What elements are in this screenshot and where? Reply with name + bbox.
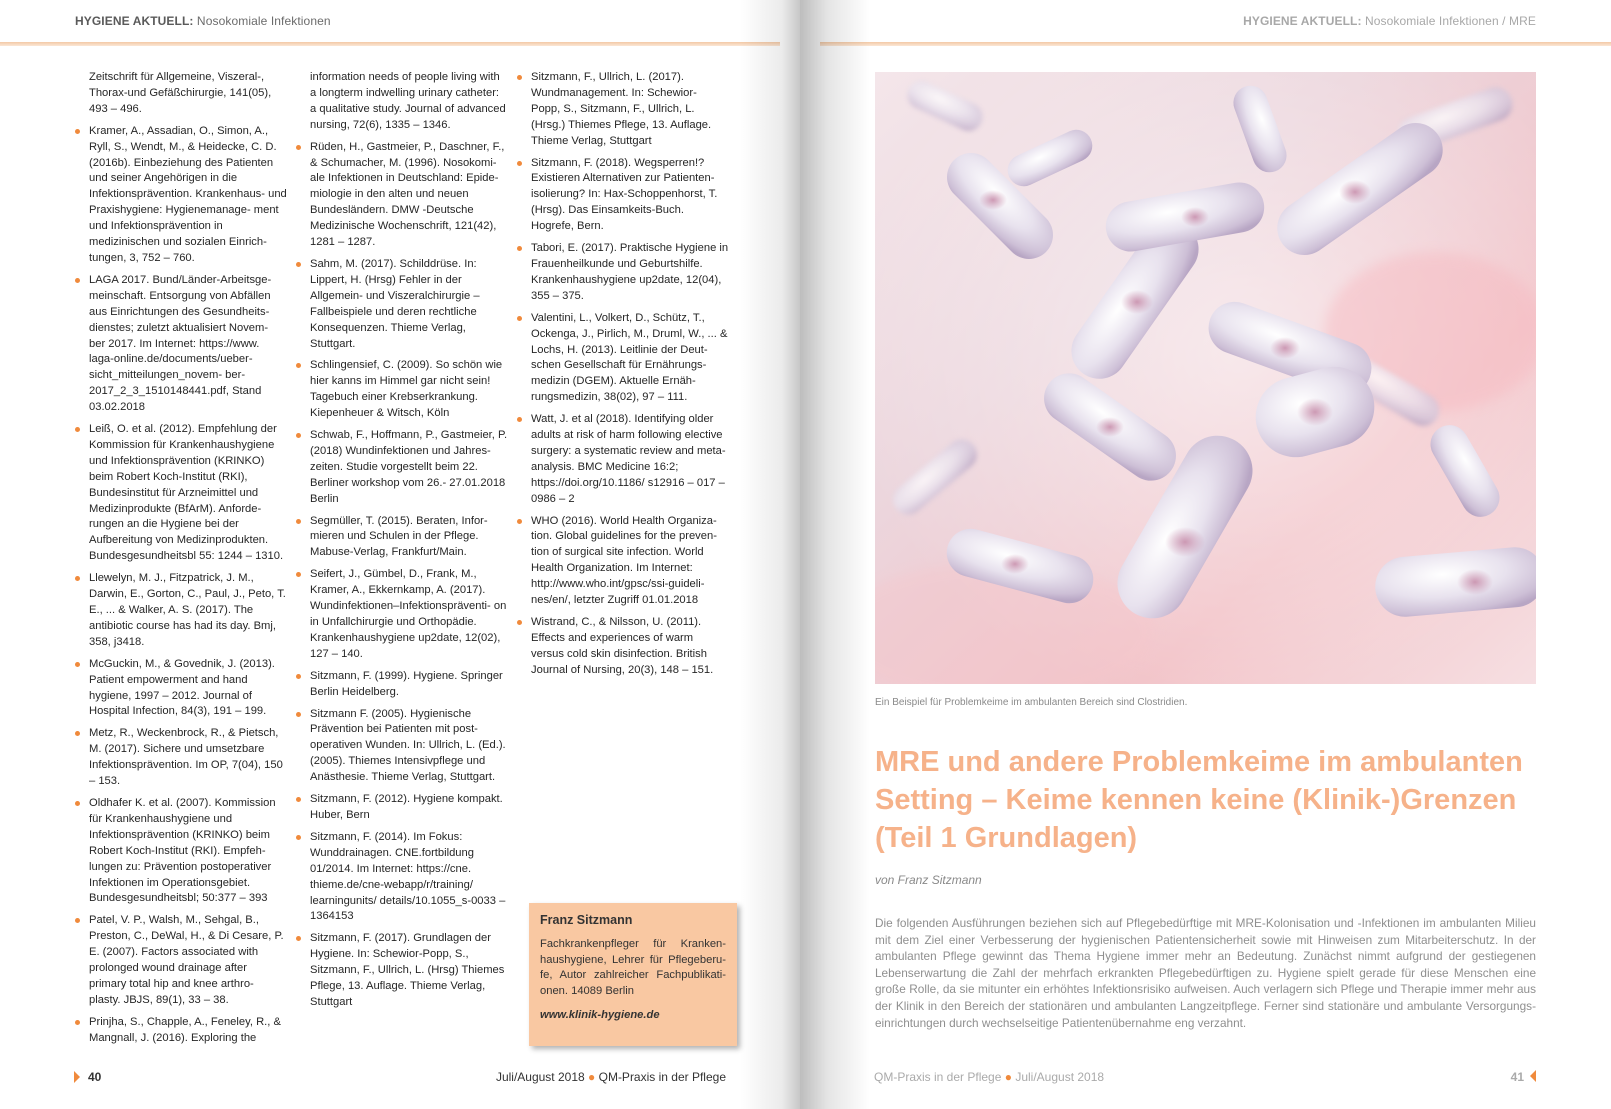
reference-item: Sitzmann F. (2005). Hygienische Prävention bei Patienten mit post- operativen Wunden. In: Ullrich, L. (Ed.). (2005). Thiemes Intensivpflege und Anästhesie. Thieme Verlag, Stuttgart. bbox=[296, 707, 508, 787]
bacteria-photo bbox=[875, 72, 1536, 684]
running-head-left: HYGIENE AKTUELL: Nosokomiale Infektionen bbox=[75, 14, 331, 28]
footer-right: QM-Praxis in der Pflege ● Juli/August 2018 bbox=[874, 1070, 1105, 1084]
reference-item: Rüden, H., Gastmeier, P., Daschner, F., & Schumacher, M. (1996). Nosokomi- ale Infektionen in Deutschland: Epide- miologie in den alten und neuen Bundesländern. DMW -Deutsche Medizinische Wochenschrift, 121(42), 1281 – 1287. bbox=[296, 140, 508, 251]
reference-item: Prinjha, S., Chapple, A., Feneley, R., & Mangnall, J. (2016). Exploring the bbox=[75, 1015, 287, 1047]
reference-item: Sitzmann, F., Ullrich, L. (2017). Wundmanagement. In: Schewior- Popp, S., Sitzmann, F., Ullrich, L. (Hrsg.) Thiemes Pflege, 13. Auflage. Thieme Verlag, Stuttgart bbox=[517, 70, 729, 150]
page-number-right: 41 bbox=[1511, 1070, 1536, 1084]
reference-item: Leiß, O. et al. (2012). Empfehlung der Kommission für Krankenhaushygiene und Infektionsprävention (KRINKO) beim Robert Koch-Institut (RKI), Bundesinstitut für Arzneimittel und Medizinprodukte (BfArM). Anforde- rungen an die Hygiene bei der Aufbereitung von Medizinprodukten. Bundesgesundheitsbl 55: 1244 – 1310. bbox=[75, 422, 287, 565]
article-byline: von Franz Sitzmann bbox=[875, 873, 982, 887]
spine-shadow bbox=[740, 0, 800, 1109]
reference-item: Sitzmann, F. (1999). Hygiene. Springer Berlin Heidelberg. bbox=[296, 669, 508, 701]
reference-item: Sitzmann, F. (2018). Wegsperren!? Existieren Alternativen zur Patienten- isolierung? In: Hax-Schoppenhorst, T. (Hrsg). Das Einsamkeits-Buch. Hogrefe, Bern. bbox=[517, 156, 729, 236]
reference-item: Sitzmann, F. (2017). Grundlagen der Hygiene. In: Schewior-Popp, S., Sitzmann, F., Ullrich, L. (Hrsg) Thiemes Pflege, 13. Auflage. Thieme Verlag, Stuttgart bbox=[296, 931, 508, 1011]
spine-shadow bbox=[800, 0, 870, 1109]
references-column-2 bbox=[296, 70, 508, 1017]
author-name: Franz Sitzmann bbox=[540, 913, 633, 927]
left-page bbox=[0, 0, 800, 1109]
reference-item: Kramer, A., Assadian, O., Simon, A., Ryll, S., Wendt, M., & Heidecke, C. D. (2016b). Einbeziehung des Patienten und seiner Angehörigen in die Infektionsprävention. Krankenhaus- und Praxishygiene: Hygienemanage- ment und Infektionsprävention in medizinischen und sozialen Einrich- tungen, 3, 752 – 760. bbox=[75, 124, 287, 267]
reference-item: Schwab, F., Hoffmann, P., Gastmeier, P. (2018) Wundinfektionen und Jahres- zeiten. Studie vorgestellt beim 22. Berliner workshop vom 26.- 27.01.2018 Berlin bbox=[296, 428, 508, 508]
reference-item: Schlingensief, C. (2009). So schön wie hier kanns im Himmel gar nicht sein! Tagebuch einer Krebserkrankung. Kiepenheuer & Witsch, Köln bbox=[296, 358, 508, 422]
references-column-3 bbox=[517, 70, 729, 685]
reference-item: Oldhafer K. et al. (2007). Kommission für Krankenhaushygiene und Infektionsprävention (KRINKO) beim Robert Koch-Institut (RKI). Empfeh- lungen zu: Prävention postoperativer Infektionen im Operationsgebiet. Bundesgesundheitsbl; 50:377 – 393 bbox=[75, 796, 287, 907]
running-head-right: HYGIENE AKTUELL: Nosokomiale Infektionen / MRE bbox=[1243, 14, 1536, 28]
reference-item: Llewelyn, M. J., Fitzpatrick, J. M., Darwin, E., Gorton, C., Paul, J., Peto, T. E., ... & Walker, A. S. (2017). The antibiotic course has had its day. Bmj, 358, j3418. bbox=[75, 571, 287, 651]
reference-item: Seifert, J., Gümbel, D., Frank, M., Kramer, A., Ekkernkamp, A. (2017). Wundinfektionen–Infektionspräventi- on in Unfallchirurgie und Orthopädie. Krankenhaushygiene up2date, 12(02), 127 – 140. bbox=[296, 567, 508, 662]
header-rule bbox=[0, 42, 780, 46]
page-number-left: 40 bbox=[76, 1070, 101, 1084]
reference-item: Patel, V. P., Walsh, M., Sehgal, B., Preston, C., DeWal, H., & Di Cesare, P. E. (2007). Factors associated with prolonged wound drainage after primary total hip and knee arthro- plasty. JBJS, 89(1), 33 – 38. bbox=[75, 913, 287, 1008]
reference-item: Metz, R., Weckenbrock, R., & Pietsch, M. (2017). Sichere und umsetzbare Infektionsprävention. Im OP, 7(04), 150 – 153. bbox=[75, 726, 287, 790]
article-lead: Die folgenden Ausführungen beziehen sich auf Pflegebedürftige mit MRE-Kolonisation und -Infektionen im ambulanten Milieu mit dem Ziel einer Verbesserung der hygienischen Patientensicherheit sowie mit Hinweisen zum Mitarbeiterschutz. In der ambulanten Pflege gewinnt das Thema Hygiene immer mehr an Bedeutung. Zunächst nimmt aufgrund der gestiegenen Lebenserwartung die Zahl der mehrfach erkrankten Pflegebedürftigen zu. Hygiene spielt gerade für diese Menschen eine große Rolle, da sie mitunter ein erhöhtes Infektionsrisiko aufweisen. Auch verlagern sich Pflege und Therapie immer mehr aus der Klinik in den Bereich der stationären und ambulanten Langzeitpflege. Ferner sind stationäre und ambulante Versorgungs- einrichtungen durch wechselseitige Patientenübernahme eng verzahnt. bbox=[875, 916, 1536, 1030]
author-description: Fachkrankenpfleger für Kranken- haushygiene, Lehrer für Pflegeberu- fe, Autor zahlreicher Fachpublikati- onen. 14089 Berlin bbox=[540, 938, 726, 997]
author-box bbox=[529, 903, 737, 1046]
reference-item: McGuckin, M., & Govednik, J. (2013). Patient empowerment and hand hygiene, 1997 – 2012. Journal of Hospital Infection, 84(3), 191 – 199. bbox=[75, 657, 287, 721]
header-rule bbox=[820, 42, 1611, 46]
reference-item: Sitzmann, F. (2012). Hygiene kompakt. Huber, Bern bbox=[296, 792, 508, 824]
right-page bbox=[800, 0, 1611, 1109]
reference-item: Watt, J. et al (2018). Identifying older adults at risk of harm following elective surgery: a systematic review and meta-analysis. BMC Medicine 16:2; https://doi.org/10.1186/ s12916 – 017 – 0986 – 2 bbox=[517, 412, 729, 507]
reference-item: Sahm, M. (2017). Schilddrüse. In: Lippert, H. (Hrsg) Fehler in der Allgemein- und Viszeralchirurgie – Fallbeispiele und deren rechtliche Konsequenzen. Thieme Verlag, Stuttgart. bbox=[296, 257, 508, 352]
footer-left: Juli/August 2018 ● QM-Praxis in der Pflege bbox=[495, 1070, 726, 1084]
reference-item: Tabori, E. (2017). Praktische Hygiene in Frauenheilkunde und Geburtshilfe. Krankenhaushygiene up2date, 12(04), 355 – 375. bbox=[517, 241, 729, 305]
author-website-link[interactable]: www.klinik-hygiene.de bbox=[540, 1009, 660, 1022]
references-column-1 bbox=[75, 70, 287, 1053]
reference-item: WHO (2016). World Health Organiza- tion. Global guidelines for the preven- tion of surgical site infection. World Health Organization. Im Internet: http://www.who.int/gpsc/ssi-guideli- nes/en/, letzter Zugriff 01.01.2018 bbox=[517, 514, 729, 609]
photo-caption: Ein Beispiel für Problemkeime im ambulanten Bereich sind Clostridien. bbox=[875, 697, 1188, 708]
reference-item: Sitzmann, F. (2014). Im Fokus: Wunddrainagen. CNE.fortbildung 01/2014. Im Internet: https://cne. thieme.de/cne-webapp/r/training/ learningunits/ details/10.1055_s-0033 – 1364153 bbox=[296, 830, 508, 925]
reference-item: information needs of people living with a longterm indwelling urinary catheter: a qualitative study. Journal of advanced nursing, 72(6), 1335 – 1346. bbox=[310, 71, 506, 131]
reference-item: Zeitschrift für Allgemeine, Viszeral-, Thorax-und Gefäßchirurgie, 141(05), 493 – 496. bbox=[89, 71, 272, 115]
reference-item: Wistrand, C., & Nilsson, U. (2011). Effects and experiences of warm versus cold skin disinfection. British Journal of Nursing, 20(3), 148 – 151. bbox=[517, 615, 729, 679]
reference-item: Segmüller, T. (2015). Beraten, Infor- mieren und Schulen in der Pflege. Mabuse-Verlag, Frankfurt/Main. bbox=[296, 514, 508, 562]
reference-item: Valentini, L., Volkert, D., Schütz, T., Ockenga, J., Pirlich, M., Druml, W., ... & Lochs, H. (2013). Leitlinie der Deut- schen Gesellschaft für Ernährungs- medizin (DGEM). Aktuelle Ernäh- rungsmedizin, 38(02), 97 – 111. bbox=[517, 311, 729, 406]
article-title: MRE und andere Problemkeime im ambulanten Setting – Keime kennen keine (Klinik-)Grenzen (Teil 1 Grundlagen) bbox=[875, 746, 1523, 854]
reference-item: LAGA 2017. Bund/Länder-Arbeitsge- meinschaft. Entsorgung von Abfällen aus Einrichtungen des Gesundheits- dienstes; zuletzt aktualisiert Novem- ber 2017. Im Internet: https://www. laga-online.de/documents/ueber- sicht_mitteilungen_novem- ber-2017_2_3_1510148441.pdf, Stand 03.02.2018 bbox=[75, 273, 287, 416]
